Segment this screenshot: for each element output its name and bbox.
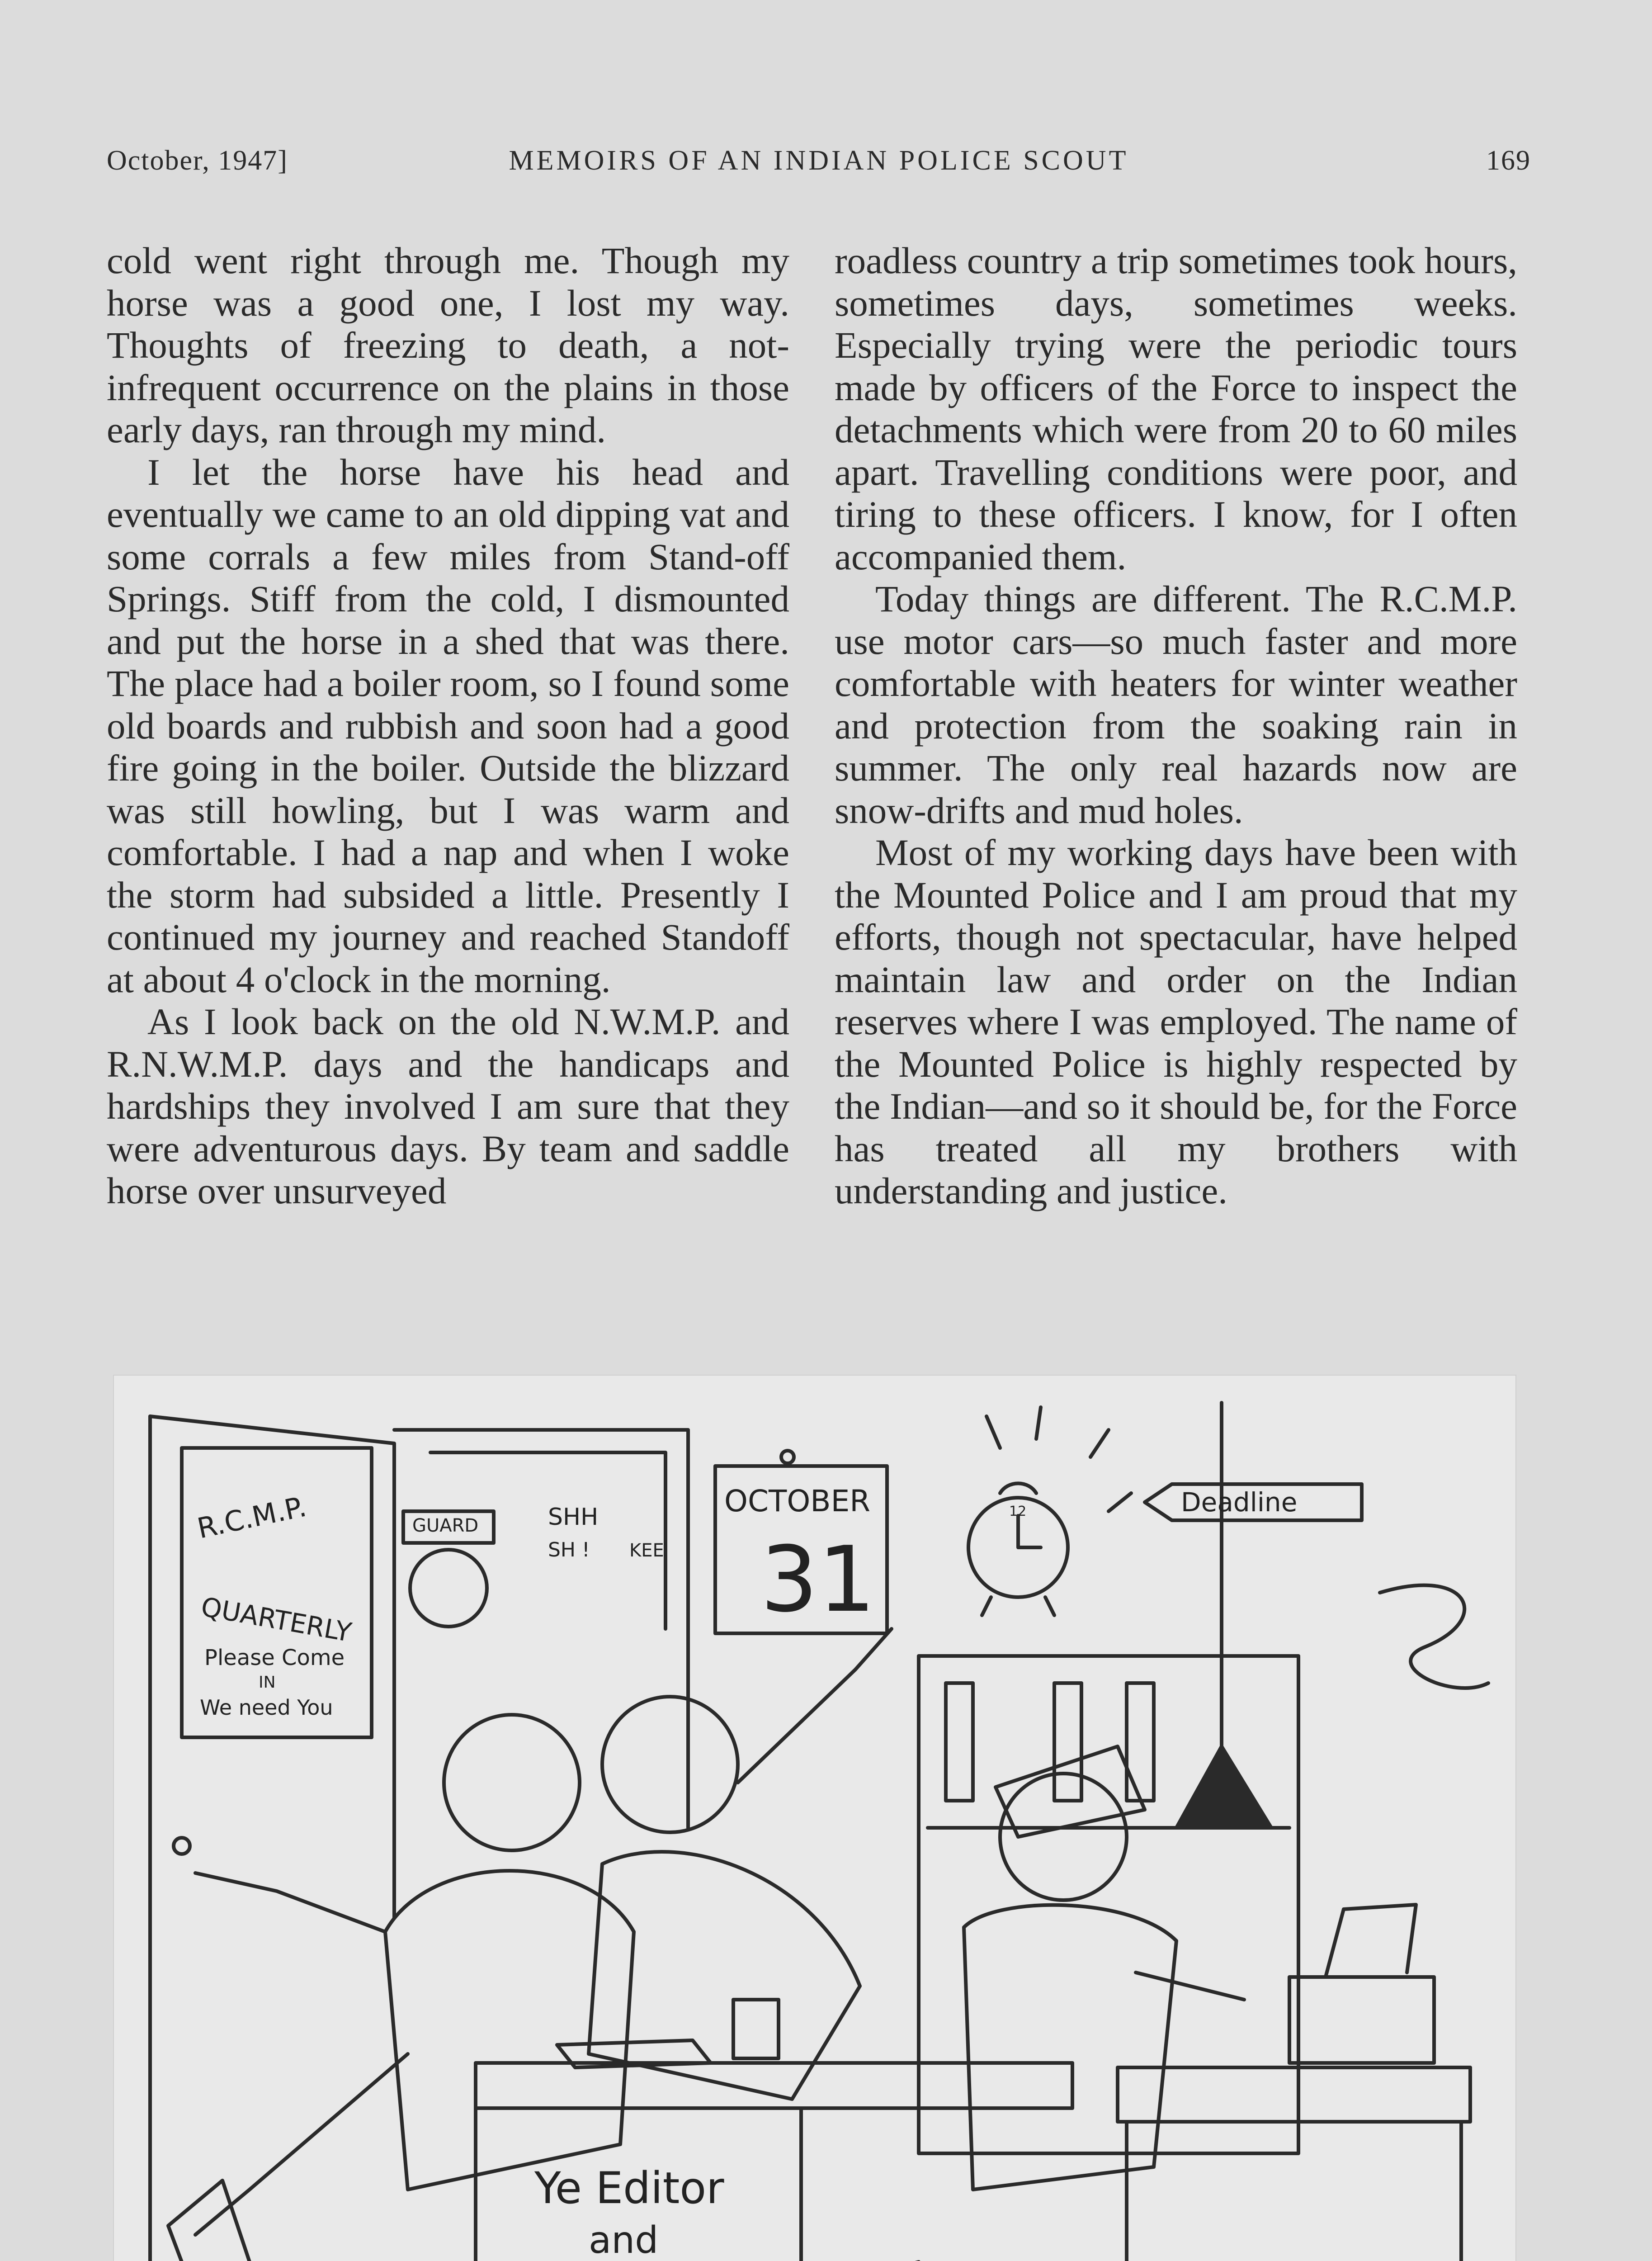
- editor-body: [964, 1905, 1176, 2190]
- door-sign-rcmp: R.C.M.P.: [194, 1490, 310, 1545]
- paragraph: Today things are different. The R.C.M.P. use motor cars—so much faster and more comfortable with heaters for winter weather and protection from the soaking rain in summer. The only real hazards now are snow-drifts and mud holes.: [835, 578, 1517, 831]
- guard-head: [410, 1550, 487, 1627]
- typewriter-paper: [1326, 1905, 1416, 1977]
- shh-text: SHH: [548, 1504, 599, 1531]
- sergeant-arm: [195, 1873, 385, 1932]
- clock-legs: [982, 1597, 1054, 1615]
- editor-arm: [1136, 1972, 1244, 2000]
- door-knob: [174, 1838, 190, 1854]
- book: [1054, 1683, 1081, 1801]
- sh-text: SH !: [548, 1538, 590, 1561]
- cartoon-drawing: [114, 1376, 1515, 2261]
- deadline-sign-text: Deadline: [1181, 1487, 1298, 1518]
- calendar-month: OCTOBER: [724, 1484, 871, 1518]
- door-sign-need: We need You: [200, 1695, 333, 1720]
- kee-text: KEE: [629, 1540, 664, 1561]
- desk-label-and: and: [589, 2219, 659, 2261]
- door-sign-in: IN: [259, 1673, 276, 1692]
- left-column: [107, 240, 789, 1212]
- clock-hands: [1018, 1516, 1041, 1547]
- paragraph: roadless country a trip sometimes took hours, sometimes days, sometimes weeks. Especially trying were the periodic tours made by officers of the Force to inspect the detachments which were from 20 to 60 miles apart. Travelling conditions were poor, and tiring to these officers. I know, for I often accompanied them.: [835, 240, 1517, 577]
- paragraph: As I look back on the old N.W.M.P. and R.N.W.M.P. days and the handicaps and hardships they involved I am sure that they were adventurous days. By team and saddle horse over unsurveyed: [107, 1001, 789, 1211]
- lamp-shade: [1176, 1746, 1271, 1828]
- paragraph: I let the horse have his head and eventually we came to an old dipping vat and some corrals a few miles from Stand-off Springs. Stiff from the cold, I dismounted and put the horse in a shed that was there. The place had a boiler room, so I found some old boards and rubbish and soon had a good fire going in the boiler. Outside the blizzard was still howling, but I was warm and comfortable. I had a nap and when I woke the storm had subsided a little. Presently I continued my journey and reached Standoff at about 4 o'clock in the morning.: [107, 451, 789, 1000]
- paper-in-hand: [168, 2181, 250, 2261]
- clock-bell: [1000, 1483, 1036, 1493]
- typewriter: [1289, 1977, 1434, 2063]
- typewriter-table-front: [1127, 2122, 1461, 2261]
- cartoon-lettering: [194, 1484, 1297, 2261]
- running-head: [107, 145, 1531, 185]
- guard-label: GUARD: [412, 1515, 479, 1536]
- desk-top: [476, 2063, 1072, 2108]
- doorway-frame: [394, 1430, 688, 1828]
- paragraph: cold went right through me. Though my horse was a good one, I lost my way. Thoughts of freezing to death, a not-infrequent occurrence on the plains in those early days, ran through my mind.: [107, 240, 789, 450]
- bookcase: [919, 1656, 1298, 2153]
- book: [946, 1683, 973, 1801]
- paragraph: Most of my working days have been with the Mounted Police and I am proud that my efforts, though not spectacular, have helped maintain law and order on the Indian reserves where I was employed. The name of the Mounted Police is highly respected by the Indian—and so it should be, for the Force has treated all my brothers with understanding and justice.: [835, 832, 1517, 1211]
- book: [1127, 1683, 1154, 1801]
- editor-cartoon: [113, 1375, 1516, 2261]
- right-column: [835, 240, 1517, 1212]
- ink-bottle: [733, 2000, 779, 2058]
- calendar-nail: [781, 1451, 794, 1463]
- article-title: MEMOIRS OF AN INDIAN POLICE SCOUT: [509, 145, 1129, 176]
- desk-label-editor: Ye Editor: [534, 2163, 724, 2214]
- officer-pointing-arm: [738, 1629, 892, 1783]
- page-number: 169: [1486, 145, 1531, 176]
- typewriter-table: [1118, 2067, 1470, 2122]
- calendar-day: 31: [760, 1527, 876, 1632]
- alarm-lines: [986, 1407, 1131, 1511]
- clock-number: 12: [1009, 1504, 1027, 1519]
- issue-date: October, 1947]: [107, 145, 288, 176]
- smoke-swirl: [1380, 1585, 1488, 1688]
- door-sign-please: Please Come: [204, 1645, 345, 1670]
- officer-head: [602, 1697, 738, 1832]
- sergeant-head: [444, 1715, 580, 1850]
- door-sign-quarterly: QUARTERLY: [198, 1591, 354, 1648]
- sergeant-lower-arm: [195, 2054, 408, 2235]
